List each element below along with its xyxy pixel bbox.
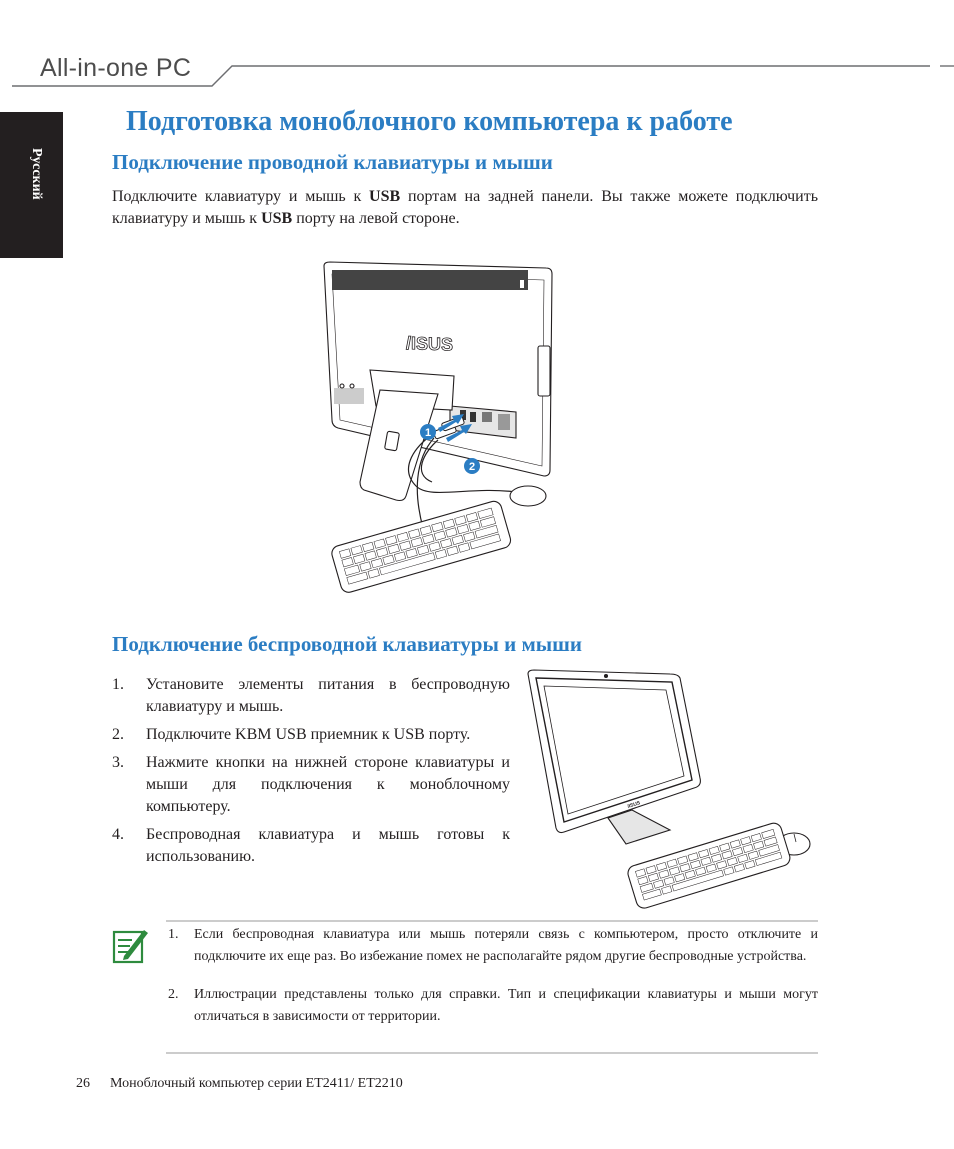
- page-number: 26: [76, 1076, 90, 1091]
- footer-text: Моноблочный компьютер серии ET2411/ ET2210: [110, 1076, 403, 1091]
- callout-1: 1: [424, 427, 432, 439]
- note-item: 2. Иллюстрации представлены только для справки. Тип и спецификации клавиатуры и мыши могут отличаться в зависимости от территории.: [168, 987, 818, 1024]
- brand-logo: /ISUS: [406, 333, 454, 355]
- svg-text:/ISUS: /ISUS: [626, 800, 642, 810]
- wired-connection-illustration: [320, 260, 560, 626]
- notes-block: [168, 924, 818, 1028]
- page-title: Подготовка моноблочного компьютера к работе: [126, 106, 733, 137]
- wireless-steps-list: [112, 674, 510, 874]
- wired-intro-text: Подключите клавиатуру и мышь к USB портам на задней панели. Вы также можете подключить клавиатуру и мышь к USB порту на левой стороне.: [112, 188, 819, 227]
- wired-section-title: Подключение проводной клавиатуры и мыши: [112, 150, 553, 174]
- list-item: 2. Подключите KBM USB приемник к USB порту.: [112, 726, 471, 743]
- header-brand: All-in-one PC: [40, 54, 192, 82]
- language-tab-label: Русский: [29, 148, 44, 200]
- list-item: 1. Установите элементы питания в беспроводную клавиатуру и мышь.: [112, 676, 510, 715]
- note-icon: [110, 924, 150, 966]
- note-item: 1. Если беспроводная клавиатура или мышь потеряли связь с компьютером, просто отключите и подключите их еще раз. Во избежание помех не располагайте рядом другие беспроводные устройства.: [168, 927, 818, 964]
- list-item: 3. Нажмите кнопки на нижней стороне клавиатуры и мыши для подключения к моноблочному компьютеру.: [112, 754, 510, 815]
- wireless-section-title: Подключение беспроводной клавиатуры и мыши: [112, 632, 582, 656]
- list-item: 4. Беспроводная клавиатура и мышь готовы к использованию.: [112, 826, 510, 865]
- callout-2: 2: [468, 461, 476, 473]
- wireless-setup-illustration: [520, 668, 816, 914]
- page-footer: [76, 1076, 403, 1092]
- header-rule: [0, 0, 954, 100]
